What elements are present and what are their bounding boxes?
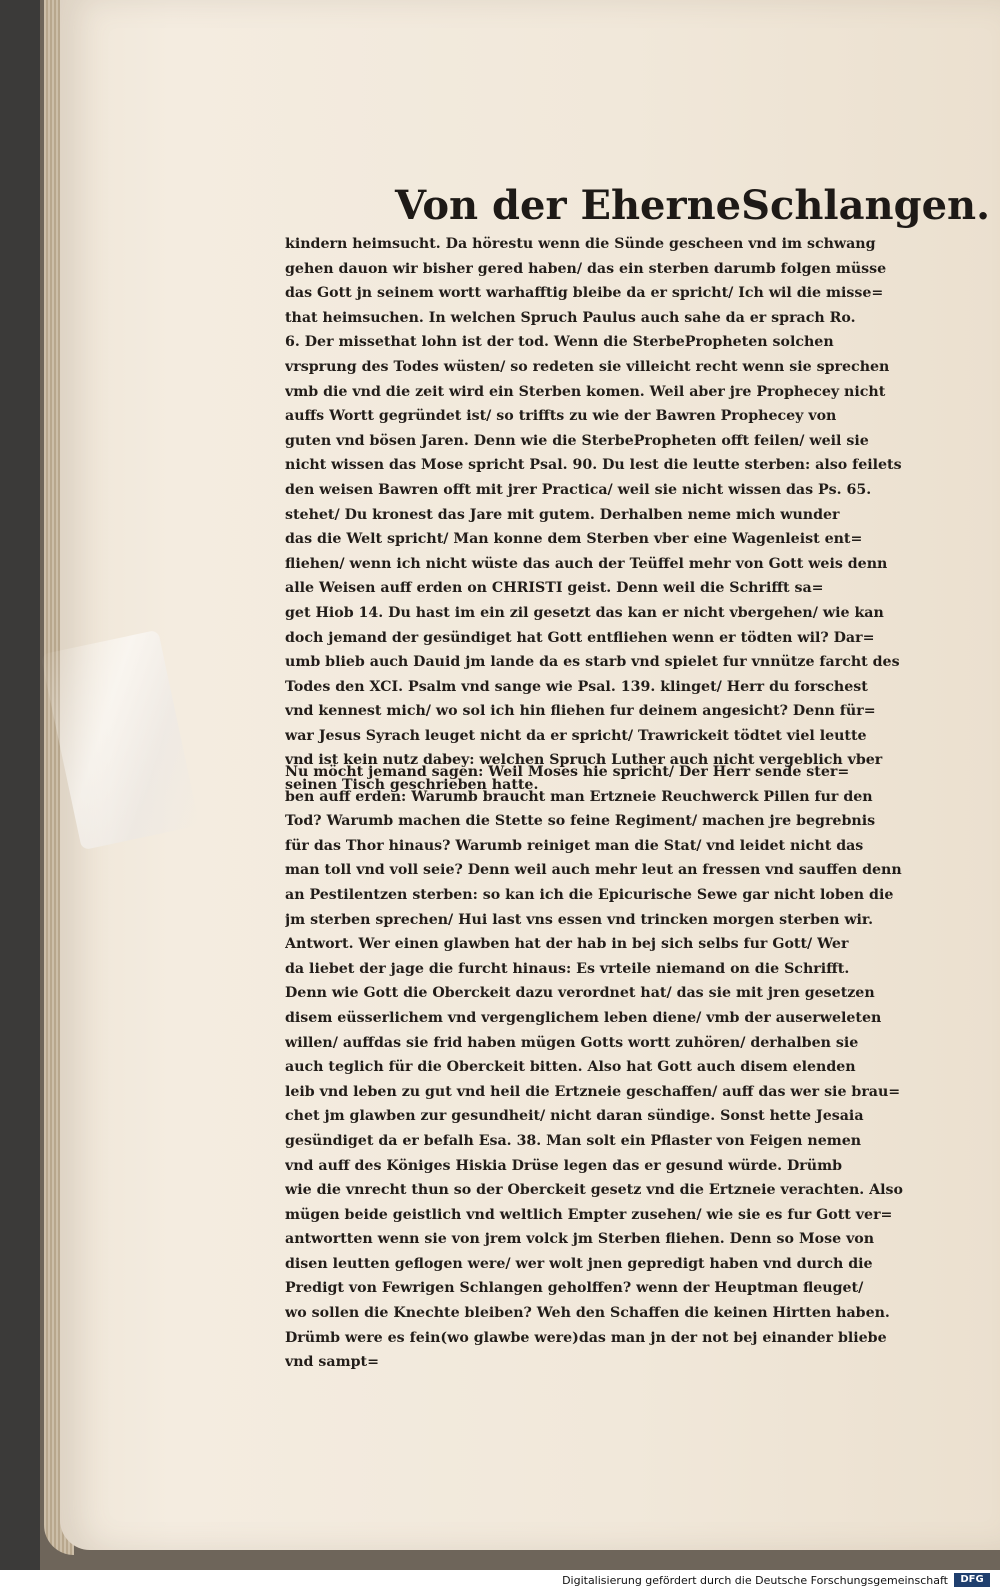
text-line: fliehen/ wenn ich nicht wüste das auch der Teüffel mehr von Gott weis denn	[285, 555, 888, 572]
text-line: seinen Tisch geschrieben hatte.	[285, 777, 539, 794]
text-line: kindern heimsucht. Da hörestu wenn die Sünde gescheen vnd im schwang	[285, 236, 876, 252]
text-line: auch teglich für die Oberckeit bitten. Also hat Gott auch disem elenden	[285, 1059, 856, 1076]
text-line: mügen beide geistlich vnd weltlich Empter zusehen/ wie sie es fur Gott ver=	[285, 1206, 893, 1223]
text-line: vrsprung des Todes wüsten/ so redeten sie villeicht recht wenn sie sprechen	[285, 358, 890, 375]
text-line: Todes den XCI. Psalm vnd sange wie Psal. 139. klinget/ Herr du forschest	[285, 678, 868, 695]
text-line: da liebet der jage die furcht hinaus: Es vrteile niemand on die Schrifft.	[285, 960, 850, 977]
text-line: doch jemand der gesündiget hat Gott entfliehen wenn er tödten wil? Dar=	[285, 629, 875, 646]
text-line: ben auff erden: Warumb braucht man Ertzneie Reuchwerck Pillen fur den	[285, 788, 873, 805]
dfg-logo: DFG	[954, 1573, 990, 1587]
text-line: nicht wissen das Mose spricht Psal. 90. Du lest die leutte sterben: also feilets	[285, 457, 902, 474]
text-line: umb blieb auch Dauid jm lande da es starb vnd spielet fur vnnütze farcht des	[285, 654, 900, 671]
text-line: Nu möcht jemand sagen: Weil Moses hie spricht/ Der Herr sende ster=	[285, 764, 850, 780]
text-line: that heimsuchen. In welchen Spruch Paulus auch sahe da er sprach Ro.	[285, 309, 856, 326]
text-line: gesündiget da er befalh Esa. 38. Man solt ein Pflaster von Feigen nemen	[285, 1132, 862, 1149]
text-line: an Pestilentzen sterben: so kan ich die Epicurische Sewe gar nicht loben die	[285, 886, 894, 903]
text-line: vnd sampt=	[285, 1354, 379, 1371]
text-line: wie die vnrecht thun so der Oberckeit gesetz vnd die Ertzneie verachten. Also	[285, 1182, 904, 1199]
text-line: antwortten wenn sie von jrem volck jm Sterben fliehen. Denn so Mose von	[285, 1231, 875, 1248]
text-line: auffs Wortt gegründet ist/ so triffts zu wie der Bawren Prophecey von	[285, 408, 837, 425]
text-line: vnd kennest mich/ wo sol ich hin fliehen fur deinem angesicht? Denn für=	[285, 703, 876, 720]
footer-bar	[0, 1570, 1000, 1591]
text-line: wo sollen die Knechte bleiben? Weh den Schaffen die keinen Hirtten haben.	[285, 1305, 890, 1322]
text-line: für das Thor hinaus? Warumb reiniget man die Stat/ vnd leidet nicht das	[285, 837, 864, 854]
footer-credit: Digitalisierung gefördert durch die Deutsche Forschungsgemeinschaft	[562, 1574, 948, 1587]
text-line: guten vnd bösen Jaren. Denn wie die SterbePropheten offt feilen/ weil sie	[285, 432, 869, 449]
text-line: chet jm glawben zur gesundheit/ nicht daran sündige. Sonst hette Jesaia	[285, 1108, 864, 1125]
text-line: das Gott jn seinem wortt warhafftig bleibe da er spricht/ Ich wil die misse=	[285, 285, 884, 302]
text-line: das die Welt spricht/ Man konne dem Sterben vber eine Wagenleist ent=	[285, 531, 863, 548]
text-line: vmb die vnd die zeit wird ein Sterben komen. Weil aber jre Prophecey nicht	[285, 383, 886, 400]
page-title: Von der EherneSchlangen.	[395, 182, 991, 229]
text-line: man toll vnd voll seie? Denn weil auch mehr leut an fressen vnd sauffen denn	[285, 862, 902, 879]
text-line: disen leutten geflogen were/ wer wolt jnen gepredigt haben vnd durch die	[285, 1255, 873, 1272]
text-line: willen/ auffdas sie frid haben mügen Gotts wortt zuhören/ derhalben sie	[285, 1034, 859, 1051]
paragraph-1	[285, 232, 925, 798]
text-line: vnd auff des Königes Hiskia Drüse legen das er gesund würde. Drümb	[285, 1157, 842, 1174]
text-line: 6. Der missethat lohn ist der tod. Wenn die SterbePropheten solchen	[285, 334, 834, 351]
text-line: war Jesus Syrach leuget nicht da er spricht/ Trawrickeit tödtet viel leutte	[285, 727, 867, 744]
text-line: vnd ist kein nutz dabey: welchen Spruch Luther auch nicht vergeblich vber	[285, 752, 883, 769]
text-line: disem eüsserlichem vnd vergenglichem leben diene/ vmb der auserweleten	[285, 1009, 882, 1026]
text-line: Denn wie Gott die Oberckeit dazu verordnet hat/ das sie mit jren gesetzen	[285, 985, 875, 1002]
text-line: gehen dauon wir bisher gered haben/ das ein sterben darumb folgen müsse	[285, 260, 887, 277]
text-line: Drümb were es fein(wo glawbe were)das man jn der not bej einander bliebe	[285, 1329, 887, 1346]
paragraph-2	[285, 760, 925, 1375]
text-line: stehet/ Du kronest das Jare mit gutem. Derhalben neme mich wunder	[285, 506, 840, 523]
text-line: den weisen Bawren offt mit jrer Practica/ weil sie nicht wissen das Ps. 65.	[285, 481, 872, 498]
text-line: Predigt von Fewrigen Schlangen geholffen? wenn der Heuptman fleuget/	[285, 1280, 864, 1297]
text-line: alle Weisen auff erden on CHRISTI geist. Denn weil die Schrifft sa=	[285, 580, 824, 597]
text-line: jm sterben sprechen/ Hui last vns essen vnd trincken morgen sterben wir.	[285, 911, 874, 928]
text-line: get Hiob 14. Du hast im ein zil gesetzt das kan er nicht vbergehen/ wie kan	[285, 604, 884, 621]
text-line: Antwort. Wer einen glawben hat der hab in bej sich selbs fur Gott/ Wer	[285, 936, 849, 953]
text-line: Tod? Warumb machen die Stette so feine Regiment/ machen jre begrebnis	[285, 813, 876, 830]
text-line: leib vnd leben zu gut vnd heil die Ertzneie geschaffen/ auff das wer sie brau=	[285, 1083, 901, 1100]
